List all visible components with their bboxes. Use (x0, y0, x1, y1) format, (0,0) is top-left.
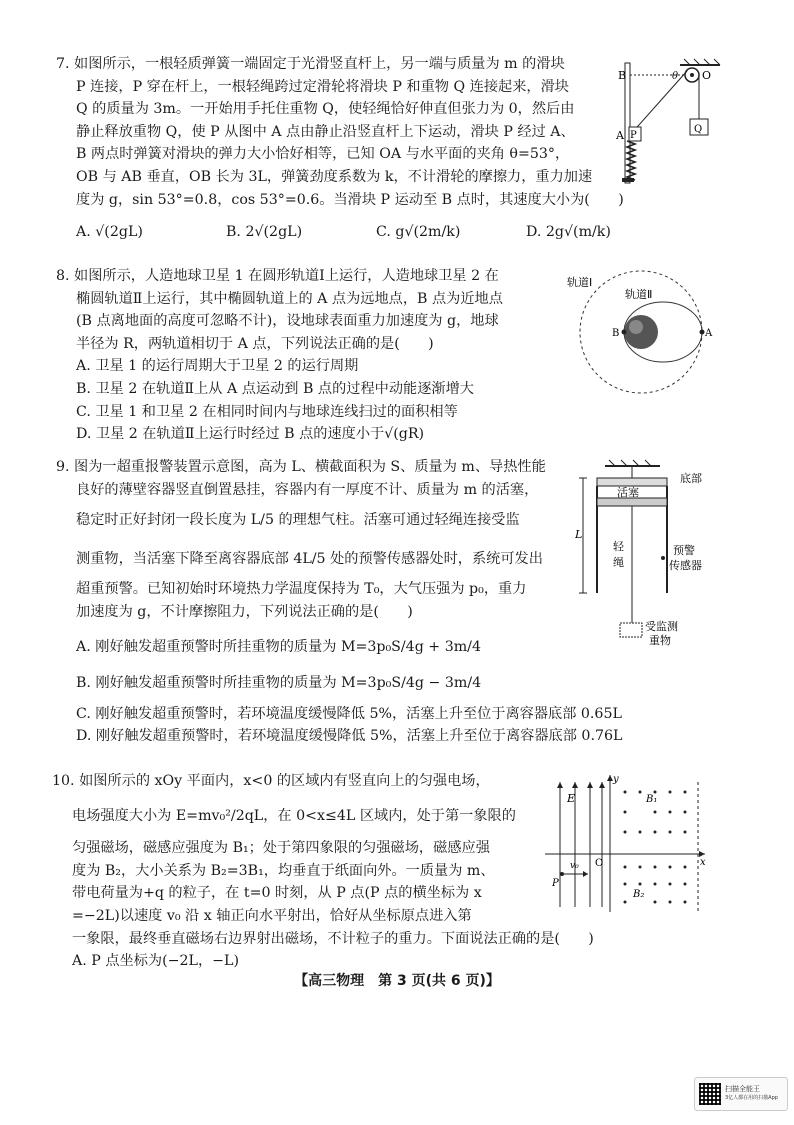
svg-text:A: A (616, 129, 624, 142)
x-axis-label: x (700, 857, 706, 868)
v0-label: v₀ (570, 861, 579, 871)
q7-option-b: B. 2√(2gL) (226, 224, 303, 241)
q8-option-b: B. 卫星 2 在轨道Ⅱ上从 A 点运动到 B 点的过程中动能逐渐增大 (76, 380, 474, 397)
q7-line: 度为 g，sin 53°=0.8，cos 53°=0.6。当滑块 P 运动至 B 点时，其速度大小为( ) (76, 191, 624, 208)
q7-line: B 两点时弹簧对滑块的弹力大小恰好相等，已知 OA 与水平面的夹角 θ=53°， (76, 146, 570, 163)
q9-line: 测重物，当活塞下降至离容器底部 4L/5 处的预警传感器处时，系统可发出 (76, 550, 543, 567)
q8-figure (565, 268, 725, 398)
q8-line: 半径为 R，两轨道相切于 A 点，下列说法正确的是( ) (76, 335, 434, 352)
question-9 (56, 456, 622, 748)
q9-option-a: A. 刚好触发超重预警时所挂重物的质量为 M=3p₀S/4g + 3m/4 (76, 638, 481, 655)
q9-option-d: D. 刚好触发超重预警时，若环境温度缓慢降低 5%，活塞上升至位于离容器底部 0.76L (76, 728, 623, 745)
q7-line: 7. 如图所示，一根轻质弹簧一端固定于光滑竖直杆上，另一端与质量为 m 的滑块 (56, 56, 565, 72)
y-axis-label: y (613, 774, 619, 785)
q8-option-a: A. 卫星 1 的运行周期大于卫星 2 的运行周期 (76, 358, 359, 375)
question-10 (52, 770, 594, 973)
e-field-label: E (567, 792, 576, 805)
q8-line: (B 点离地面的高度可忽略不计)，设地球表面重力加速度为 g，地球 (76, 313, 499, 330)
origin-label: O (595, 858, 604, 869)
q9-option-b: B. 刚好触发超重预警时所挂重物的质量为 M=3p₀S/4g − 3m/4 (76, 675, 482, 692)
scanner-watermark (694, 1077, 788, 1111)
point-b-label: B (612, 328, 620, 339)
q9-line: 加速度为 g，不计摩擦阻力，下列说法正确的是( ) (76, 603, 413, 620)
svg-text:Q: Q (694, 124, 703, 135)
sensor-label-2: 传感器 (669, 559, 702, 572)
q7-line: Q 的质量为 3m。一开始用手托住重物 Q，使轻绳恰好伸直但张力为 0，然后由 (76, 101, 575, 118)
svg-text:B: B (618, 69, 627, 82)
q8-option-c: C. 卫星 1 和卫星 2 在相同时间内与地球连线扫过的面积相等 (76, 403, 458, 420)
page-footer: 【高三物理 第 3 页(共 6 页)】 (294, 973, 500, 989)
q10-line: 一象限，最终垂直磁场右边界射出磁场，不计粒子的重力。下面说法正确的是( ) (72, 930, 594, 947)
q9-figure (575, 458, 735, 648)
q7-option-a: A. √(2gL) (76, 224, 143, 241)
rope-label-2: 绳 (613, 556, 624, 569)
earth-icon (624, 315, 658, 349)
q7-option-d: D. 2g√(m/k) (526, 224, 611, 241)
q10-line: 电场强度大小为 E=mv₀²/2qL，在 0<x≤4L 区域内，处于第一象限的 (72, 807, 516, 824)
b2-label: B₂ (633, 889, 645, 900)
svg-text:O: O (702, 69, 712, 82)
q8-line: 8. 如图所示，人造地球卫星 1 在圆形轨道Ⅰ上运行，人造地球卫星 2 在 (56, 268, 499, 284)
q8-option-d: D. 卫星 2 在轨道Ⅱ上运行时经过 B 点的速度小于√(gR) (76, 426, 425, 443)
q10-figure (540, 772, 710, 917)
q8-line: 椭圆轨道Ⅱ上运行，其中椭圆轨道上的 A 点为远地点，B 点为近地点 (76, 290, 503, 307)
question-7 (56, 53, 679, 244)
q7-option-c: C. g√(2m/k) (376, 224, 461, 241)
q10-line: 度为 B₂，大小关系为 B₂=3B₁，均垂直于纸面向外。一质量为 m、 (72, 862, 495, 879)
q10-line: 匀强磁场，磁感应强度为 B₁；处于第四象限的匀强磁场，磁感应强 (72, 840, 490, 857)
qr-code-icon (699, 1083, 721, 1105)
svg-text:θ: θ (672, 71, 679, 82)
q7-figure (610, 55, 730, 190)
weight-label-2: 重物 (649, 634, 671, 647)
q10-line: 10. 如图所示的 xOy 平面内，x<0 的区域内有竖直向上的匀强电场， (52, 773, 490, 789)
point-a-label: A (705, 328, 713, 339)
q9-option-c: C. 刚好触发超重预警时，若环境温度缓慢降低 5%，活塞上升至位于离容器底部 0.65L (76, 705, 622, 722)
b1-label: B₁ (646, 794, 658, 805)
sensor-label-1: 预警 (673, 544, 695, 557)
weight-label-1: 受监测 (645, 620, 678, 633)
q10-line: 带电荷量为+q 的粒子，在 t=0 时刻，从 P 点(P 点的横坐标为 x (72, 885, 482, 902)
svg-text:P: P (630, 130, 637, 141)
q7-options (56, 221, 676, 244)
height-label: L (575, 528, 583, 541)
q10-line: =−2L)以速度 v₀ 沿 x 轴正向水平射出，恰好从坐标原点进入第 (72, 907, 472, 924)
q10-option-a: A. P 点坐标为(−2L，−L) (72, 953, 239, 970)
question-8 (56, 265, 503, 446)
q9-line: 良好的薄壁容器竖直倒置悬挂，容器内有一厚度不计、质量为 m 的活塞， (76, 481, 539, 498)
orbit-2-label: 轨道Ⅱ (625, 288, 653, 301)
stamp-subtitle: 3亿人都在用的扫描App (725, 1095, 778, 1101)
q7-line: OB 与 AB 垂直，OB 长为 3L，弹簧劲度系数为 k，不计滑轮的摩擦力，重力加速 (76, 168, 593, 185)
q9-line: 9. 图为一超重报警装置示意图，高为 L、横截面积为 S、质量为 m、导热性能 (56, 459, 546, 475)
q7-line: P 连接，P 穿在杆上，一根轻绳跨过定滑轮将滑块 P 和重物 Q 连接起来，滑块 (76, 78, 569, 95)
q7-line: 静止释放重物 Q，使 P 从图中 A 点由静止沿竖直杆上下运动，滑块 P 经过 A、 (76, 123, 575, 140)
point-p-label: P (552, 878, 559, 889)
q9-line: 稳定时正好封闭一段长度为 L/5 的理想气柱。活塞可通过轻绳连接受监 (76, 512, 520, 529)
orbit-1-label: 轨道Ⅰ (567, 276, 593, 289)
piston-label: 活塞 (617, 486, 639, 499)
q9-line: 超重预警。已知初始时环境热力学温度保持为 T₀，大气压强为 p₀，重力 (76, 581, 527, 598)
field-dots (624, 791, 687, 904)
bottom-label: 底部 (680, 472, 702, 485)
stamp-title: 扫描全能王 (725, 1085, 760, 1093)
rope-label-1: 轻 (613, 540, 624, 553)
